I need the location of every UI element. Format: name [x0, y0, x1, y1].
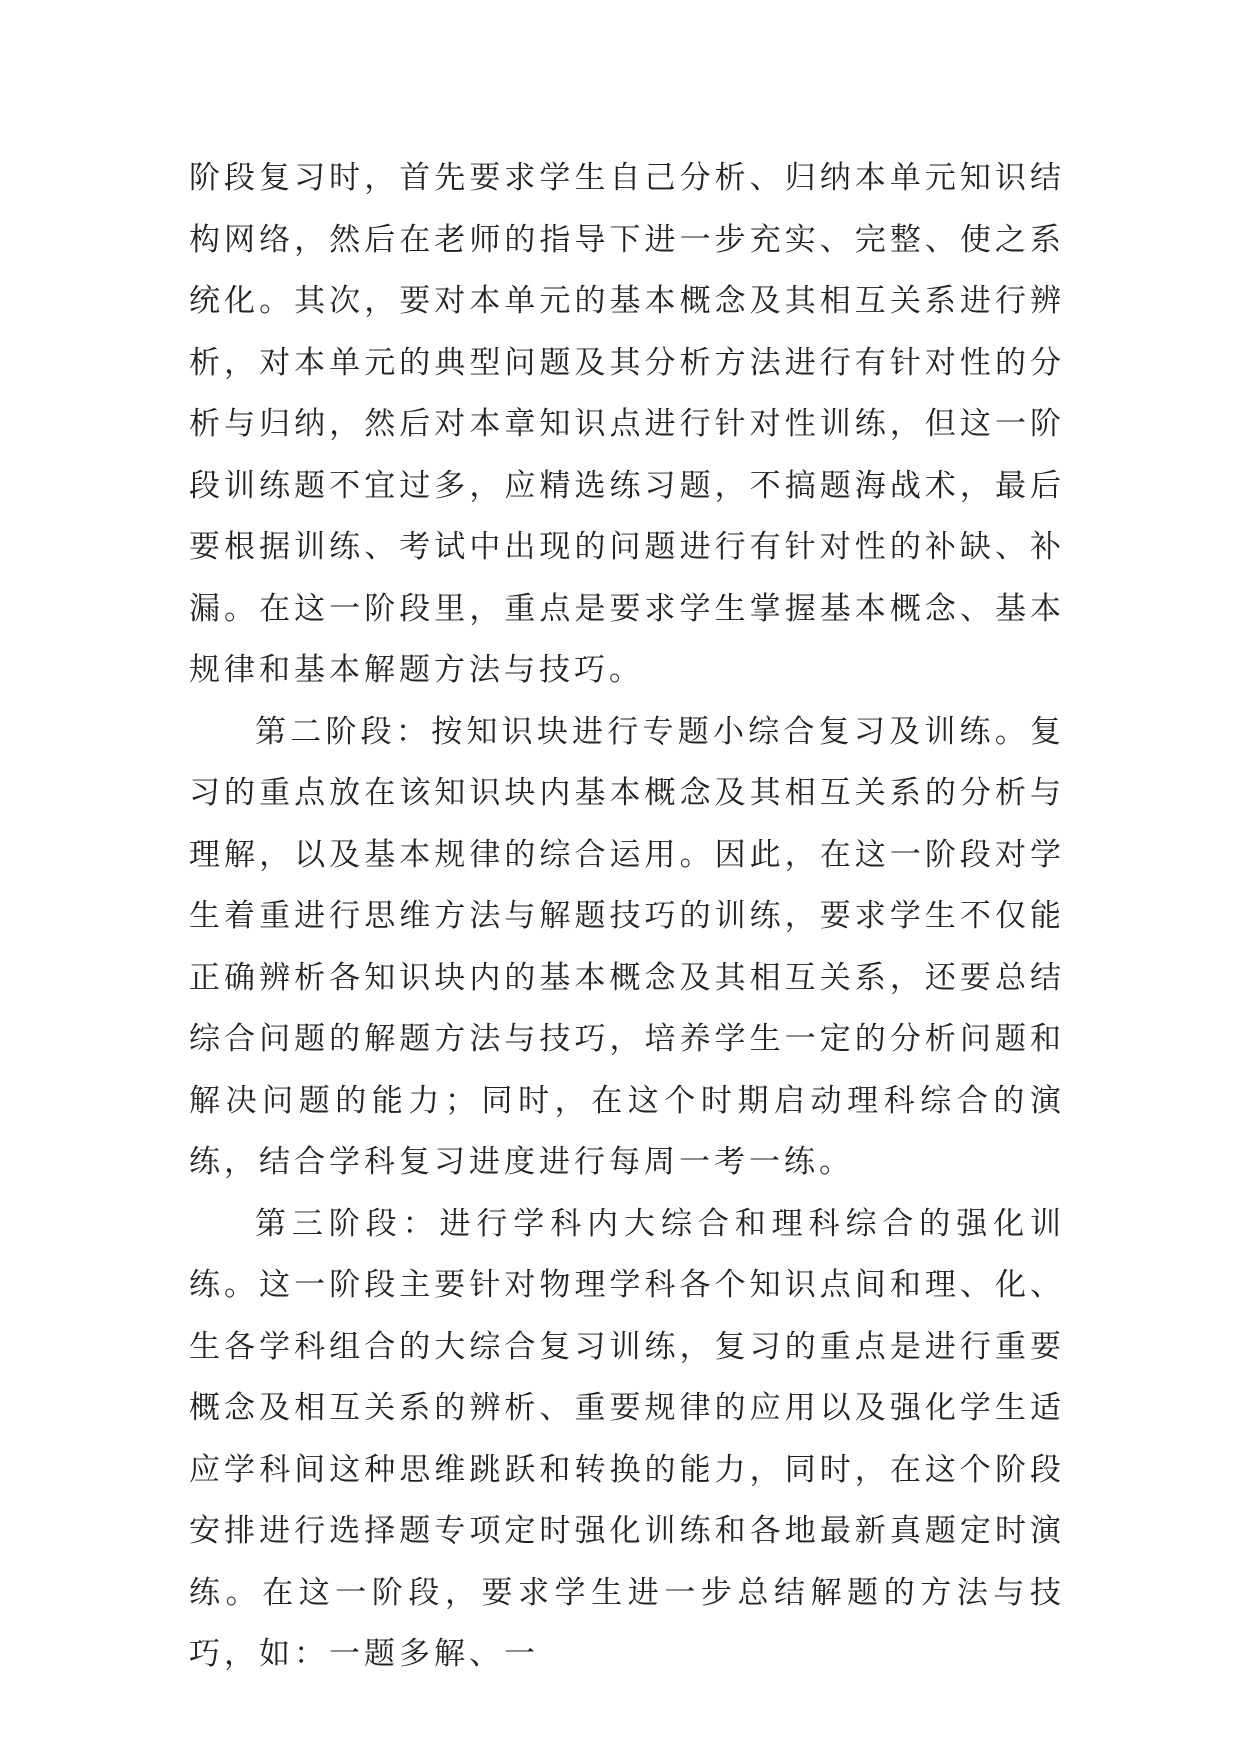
- paragraph-stage-three: 第三阶段：进行学科内大综合和理科综合的强化训练。这一阶段主要针对物理学科各个知识点间和理、化、生各学科组合的大综合复习训练，复习的重点是进行重要概念及相互关系的辨析、重要规律的应用以及强化学生适应学科间这种思维跳跃和转换的能力，同时，在这个阶段安排进行选择题专项定时强化训练和各地最新真题定时演练。在这一阶段，要求学生进一步总结解题的方法与技巧，如：一题多解、一: [189, 1205, 1065, 1672]
- paragraph-stage-one-continued: 阶段复习时，首先要求学生自己分析、归纳本单元知识结构网络，然后在老师的指导下进一步充实、完整、使之系统化。其次，要对本单元的基本概念及其相互关系进行辨析，对本单元的典型问题及其分析方法进行有针对性的分析与归纳，然后对本章知识点进行针对性训练，但这一阶段训练题不宜过多，应精选练习题，不搞题海战术，最后要根据训练、考试中出现的问题进行有针对性的补缺、补漏。在这一阶段里，重点是要求学生掌握基本概念、基本规律和基本解题方法与技巧。: [189, 160, 1065, 688]
- paragraph-stage-two: 第二阶段：按知识块进行专题小综合复习及训练。复习的重点放在该知识块内基本概念及其相互关系的分析与理解，以及基本规律的综合运用。因此，在这一阶段对学生着重进行思维方法与解题技巧的训练，要求学生不仅能正确辨析各知识块内的基本概念及其相互关系，还要总结综合问题的解题方法与技巧，培养学生一定的分析问题和解决问题的能力；同时，在这个时期启动理科综合的演练，结合学科复习进度进行每周一考一练。: [189, 713, 1065, 1180]
